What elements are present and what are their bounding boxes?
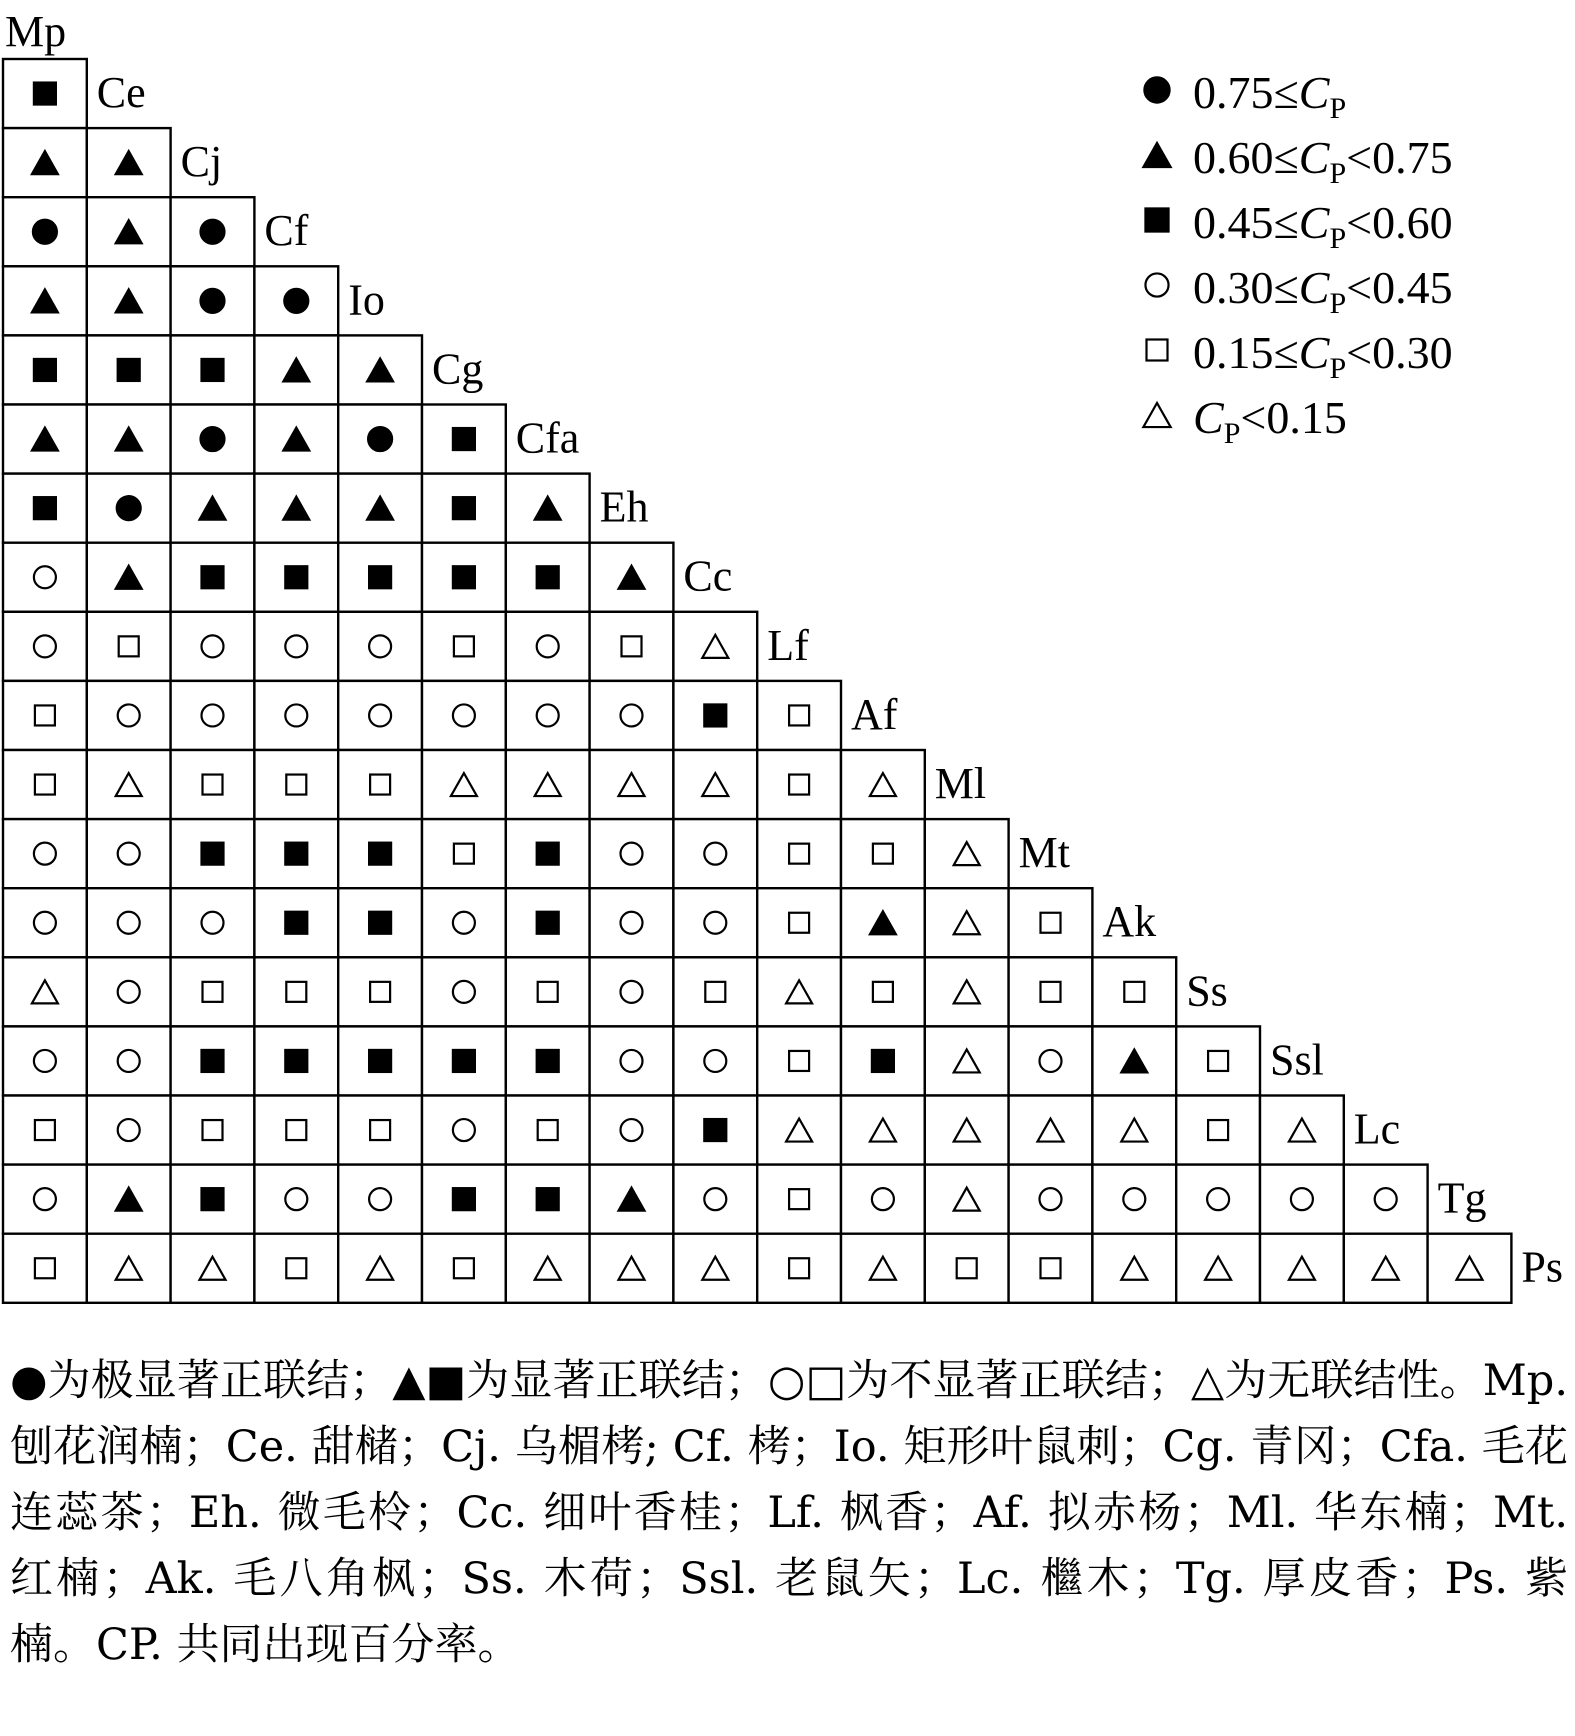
matrix-cell (1092, 957, 1176, 1026)
dot-fill-marker (117, 496, 141, 520)
matrix-cell (3, 750, 87, 819)
matrix-cell (87, 750, 171, 819)
matrix-cell (757, 1165, 841, 1234)
matrix-cell (1009, 1026, 1093, 1095)
matrix-cell (254, 612, 338, 681)
matrix-cell (87, 1234, 171, 1303)
sq-fill-marker (202, 843, 224, 865)
matrix-cell (3, 1234, 87, 1303)
matrix-cell (673, 750, 757, 819)
figure-caption: ●为极显著正联结；▲■为显著正联结；○□为不显著正联结；△为无联结性。Mp. 刨花润楠；Ce. 甜槠；Cj. 乌楣栲; Cf. 栲；Io. 矩形叶鼠刺；Cg. 青冈；Cfa. 毛花连蕊茶；Eh. 微毛柃；Cc. 细叶香桂；Lf. 枫香；Af. 拟赤杨；Ml. 华东楠；Mt. 红楠；Ak. 毛八角枫；Ss. 木荷；Ssl. 老鼠矢；Lc. 檵木；Tg. 厚皮香；Ps. 紫楠。CP. 共同出现百分率。 (10, 1356, 1568, 1670)
sq-fill-marker (369, 843, 391, 865)
matrix-cell (171, 681, 255, 750)
sq-fill-marker (118, 359, 140, 381)
matrix-cell (254, 681, 338, 750)
species-label-af: Af (851, 689, 898, 739)
matrix-cell (1344, 1234, 1428, 1303)
matrix-cell (925, 1165, 1009, 1234)
matrix-cell (3, 681, 87, 750)
matrix-cell (422, 681, 506, 750)
sq-fill-marker (202, 1050, 224, 1072)
legend-label: $C_P<0.15$ (1193, 392, 1347, 450)
sq-fill-marker (872, 1050, 894, 1072)
legend-label: $0.60\le C_P<0.75$ (1193, 132, 1453, 190)
tri-open-marker (1143, 403, 1170, 427)
matrix-cell (841, 750, 925, 819)
matrix-cell (254, 1165, 338, 1234)
sq-fill-marker (453, 497, 475, 519)
matrix-cell (87, 888, 171, 957)
matrix-cell (422, 750, 506, 819)
legend-label: $0.30\le C_P<0.45$ (1193, 262, 1453, 320)
species-label-mp: Mp (5, 7, 67, 56)
matrix-cell (590, 888, 674, 957)
matrix-cell (590, 750, 674, 819)
matrix-cell (3, 957, 87, 1026)
matrix-cell (506, 957, 590, 1026)
matrix-cell (338, 1096, 422, 1165)
matrix-cell (171, 1234, 255, 1303)
species-label-mt: Mt (1018, 828, 1070, 878)
sq-fill-marker (369, 912, 391, 934)
sq-fill-marker (453, 566, 475, 588)
species-label-ssl: Ssl (1270, 1035, 1324, 1085)
legend-label: $0.75\le C_P$ (1193, 67, 1347, 125)
matrix-cell (757, 681, 841, 750)
matrix-cell (3, 612, 87, 681)
matrix-cell (925, 1234, 1009, 1303)
matrix-cell (422, 819, 506, 888)
matrix-cell (171, 612, 255, 681)
matrix-cell (673, 819, 757, 888)
matrix-cell (506, 1234, 590, 1303)
matrix-cell (338, 612, 422, 681)
matrix-cell (3, 1096, 87, 1165)
sq-fill-marker (34, 83, 56, 105)
matrix-cell (673, 1165, 757, 1234)
matrix-cell (338, 957, 422, 1026)
sq-fill-marker (369, 566, 391, 588)
matrix-cell (3, 1165, 87, 1234)
matrix-cell (87, 681, 171, 750)
matrix-cell (506, 681, 590, 750)
species-label-tg: Tg (1437, 1173, 1487, 1223)
sq-open-marker (1147, 340, 1168, 361)
tri-fill-marker (1143, 143, 1170, 167)
sq-fill-marker (537, 566, 559, 588)
sq-fill-marker (704, 1119, 726, 1141)
matrix-cell (925, 1096, 1009, 1165)
legend (1143, 67, 1452, 450)
species-label-ml: Ml (934, 759, 987, 808)
matrix-cell (1176, 1234, 1260, 1303)
species-label-lc: Lc (1353, 1104, 1401, 1154)
matrix-cell (171, 750, 255, 819)
matrix-cell (506, 612, 590, 681)
species-label-cfa: Cfa (515, 413, 580, 463)
matrix-cell (925, 819, 1009, 888)
sq-fill-marker (453, 1050, 475, 1072)
species-label-io: Io (348, 275, 385, 325)
matrix-cell (422, 888, 506, 957)
matrix-cell (590, 681, 674, 750)
matrix-cell (590, 1026, 674, 1095)
sq-fill-marker (202, 1188, 224, 1210)
legend-label: $0.15\le C_P<0.30$ (1193, 327, 1453, 385)
matrix-cell (254, 750, 338, 819)
matrix-cell (1176, 1026, 1260, 1095)
sq-fill-marker (202, 359, 224, 381)
sq-fill-marker (537, 1050, 559, 1072)
matrix-cell (3, 543, 87, 612)
matrix-cell (757, 957, 841, 1026)
species-label-ak: Ak (1102, 897, 1157, 947)
species-label-cf: Cf (264, 206, 309, 256)
matrix-cell (757, 1234, 841, 1303)
sq-fill-marker (34, 359, 56, 381)
species-label-cj: Cj (180, 137, 223, 187)
sq-fill-marker (285, 1050, 307, 1072)
matrix-cell (757, 1096, 841, 1165)
matrix-cell (1009, 888, 1093, 957)
matrix-cell (1260, 1234, 1344, 1303)
matrix-cell (590, 1096, 674, 1165)
matrix-cell (1176, 1165, 1260, 1234)
matrix-cell (3, 1026, 87, 1095)
dot-fill-marker (201, 427, 225, 451)
matrix-cell (757, 819, 841, 888)
species-label-ss: Ss (1186, 966, 1228, 1016)
species-label-eh: Eh (599, 482, 649, 532)
matrix-cell (338, 681, 422, 750)
matrix-cell (506, 1096, 590, 1165)
species-label-ce: Ce (96, 68, 146, 117)
dot-fill-marker (368, 427, 392, 451)
matrix-cell (1176, 1096, 1260, 1165)
matrix-cell (1009, 1165, 1093, 1234)
sq-fill-marker (285, 566, 307, 588)
matrix-cell (590, 1234, 674, 1303)
matrix-cell (1092, 1234, 1176, 1303)
matrix-cell (3, 888, 87, 957)
matrix-cell (1344, 1165, 1428, 1234)
matrix-cell (1260, 1165, 1344, 1234)
matrix-cell (338, 750, 422, 819)
dot-open-marker (1145, 273, 1168, 296)
matrix-cell (422, 1234, 506, 1303)
matrix-cell (1009, 1096, 1093, 1165)
matrix-cell (757, 888, 841, 957)
species-label-cg: Cg (432, 344, 484, 394)
matrix-cell (87, 612, 171, 681)
sq-fill-marker (1145, 208, 1168, 231)
matrix-cell (841, 1234, 925, 1303)
matrix-cell (673, 1234, 757, 1303)
matrix-cell (1428, 1234, 1512, 1303)
matrix-cell (254, 1234, 338, 1303)
matrix-cell (254, 1096, 338, 1165)
matrix-cell (87, 819, 171, 888)
matrix-cell (1009, 1234, 1093, 1303)
matrix-cell (254, 957, 338, 1026)
matrix-cell (3, 819, 87, 888)
matrix-cell (673, 888, 757, 957)
dot-fill-marker (201, 220, 225, 244)
matrix-cell (171, 888, 255, 957)
matrix-cell (841, 1096, 925, 1165)
matrix-cell (1092, 1165, 1176, 1234)
matrix-cell (757, 750, 841, 819)
sq-fill-marker (34, 497, 56, 519)
matrix-cell (87, 957, 171, 1026)
sq-fill-marker (537, 843, 559, 865)
matrix-cell (673, 957, 757, 1026)
matrix-cell (422, 1096, 506, 1165)
matrix-cell (757, 1026, 841, 1095)
matrix-cell (171, 1096, 255, 1165)
sq-fill-marker (369, 1050, 391, 1072)
matrix-cell (422, 957, 506, 1026)
dot-fill-marker (201, 289, 225, 313)
matrix-cell (1260, 1096, 1344, 1165)
dot-fill-marker (33, 220, 57, 244)
matrix-cell (925, 888, 1009, 957)
matrix-cell (590, 819, 674, 888)
sq-fill-marker (285, 843, 307, 865)
matrix-cell (590, 612, 674, 681)
sq-fill-marker (704, 704, 726, 726)
matrix-cell (1092, 1096, 1176, 1165)
matrix-cell (925, 1026, 1009, 1095)
dot-fill-marker (1144, 77, 1169, 102)
sq-fill-marker (453, 428, 475, 450)
matrix-cell (925, 957, 1009, 1026)
sq-fill-marker (453, 1188, 475, 1210)
matrix-cell (673, 1026, 757, 1095)
species-label-ps: Ps (1521, 1242, 1563, 1292)
dot-fill-marker (284, 289, 308, 313)
matrix-cell (673, 612, 757, 681)
sq-fill-marker (202, 566, 224, 588)
matrix-cell (841, 819, 925, 888)
matrix-cell (422, 612, 506, 681)
sq-fill-marker (537, 912, 559, 934)
species-label-cc: Cc (683, 551, 733, 601)
matrix-cell (590, 957, 674, 1026)
species-label-lf: Lf (767, 620, 809, 670)
matrix-cell (506, 750, 590, 819)
matrix-cell (841, 1165, 925, 1234)
matrix-cell (1009, 957, 1093, 1026)
matrix-cell (338, 1165, 422, 1234)
matrix-cell (841, 957, 925, 1026)
sq-fill-marker (537, 1188, 559, 1210)
matrix-cell (87, 1096, 171, 1165)
matrix-cell (171, 957, 255, 1026)
matrix-cell (338, 1234, 422, 1303)
sq-fill-marker (285, 912, 307, 934)
legend-label: $0.45\le C_P<0.60$ (1193, 197, 1453, 255)
matrix-cell (87, 1026, 171, 1095)
